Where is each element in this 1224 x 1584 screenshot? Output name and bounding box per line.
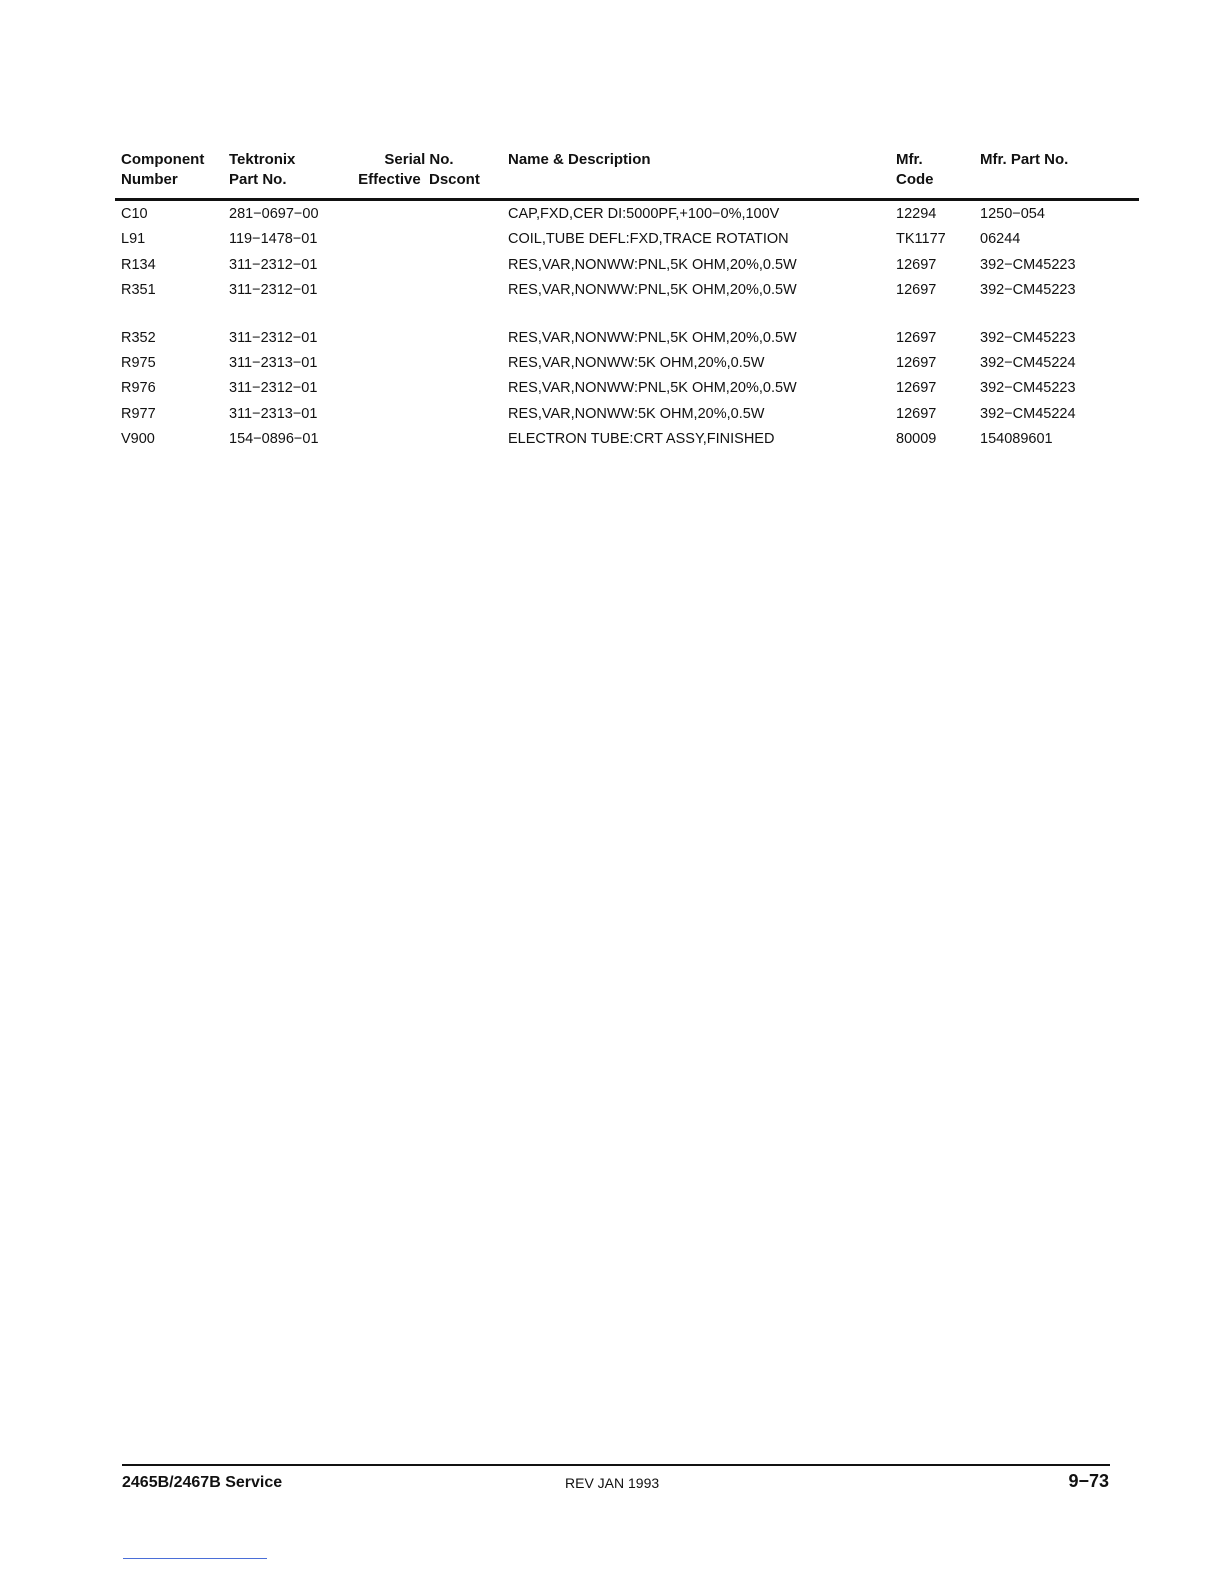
component-number: R975 [121, 355, 156, 371]
header-serial-line2: Effective Dscont [358, 171, 480, 188]
name-description: RES,VAR,NONWW:PNL,5K OHM,20%,0.5W [508, 380, 797, 396]
name-description: CAP,FXD,CER DI:5000PF,+100−0%,100V [508, 206, 780, 222]
name-description: RES,VAR,NONWW:PNL,5K OHM,20%,0.5W [508, 330, 797, 346]
table-row [0, 254, 1224, 276]
footer-manual-title: 2465B/2467B Service [122, 1474, 283, 1491]
mfr-part-no: 06244 [980, 231, 1021, 247]
mfr-part-no: 392−CM45223 [980, 257, 1076, 273]
header-component-line2: Number [121, 171, 178, 188]
header-mfr-code-line1: Mfr. [896, 151, 923, 168]
name-description: COIL,TUBE DEFL:FXD,TRACE ROTATION [508, 231, 789, 247]
tektronix-part-no: 311−2312−01 [229, 282, 318, 298]
header-tektronix-line2: Part No. [229, 171, 287, 188]
mfr-code: 12697 [896, 355, 937, 371]
name-description: RES,VAR,NONWW:5K OHM,20%,0.5W [508, 355, 765, 371]
mfr-code: 12697 [896, 282, 937, 298]
name-description: RES,VAR,NONWW:5K OHM,20%,0.5W [508, 406, 765, 422]
table-row [0, 203, 1224, 225]
table-row [0, 377, 1224, 399]
mfr-code: 12697 [896, 406, 937, 422]
tektronix-part-no: 311−2312−01 [229, 257, 318, 273]
decorative-blue-line [123, 1558, 267, 1559]
mfr-part-no: 392−CM45223 [980, 380, 1076, 396]
mfr-part-no: 392−CM45223 [980, 330, 1076, 346]
mfr-code: 12294 [896, 206, 937, 222]
component-number: L91 [121, 231, 146, 247]
header-mfr-part-line1: Mfr. Part No. [980, 151, 1069, 168]
table-row [0, 279, 1224, 301]
component-number: R351 [121, 282, 156, 298]
header-mfr-code-line2: Code [896, 171, 934, 188]
tektronix-part-no: 311−2313−01 [229, 355, 318, 371]
mfr-part-no: 154089601 [980, 431, 1053, 447]
mfr-code: 12697 [896, 330, 937, 346]
tektronix-part-no: 119−1478−01 [229, 231, 318, 247]
component-number: R134 [121, 257, 156, 273]
mfr-part-no: 392−CM45224 [980, 355, 1076, 371]
table-row [0, 228, 1224, 250]
mfr-part-no: 392−CM45223 [980, 282, 1076, 298]
component-number: R976 [121, 380, 156, 396]
table-row [0, 428, 1224, 450]
mfr-code: 12697 [896, 380, 937, 396]
tektronix-part-no: 311−2312−01 [229, 330, 318, 346]
mfr-code: 80009 [896, 431, 937, 447]
name-description: RES,VAR,NONWW:PNL,5K OHM,20%,0.5W [508, 257, 797, 273]
table-row [0, 403, 1224, 425]
header-name-line1: Name & Description [508, 151, 651, 168]
footer-page-number: 9−73 [1068, 1471, 1109, 1491]
mfr-code: 12697 [896, 257, 937, 273]
component-number: R352 [121, 330, 156, 346]
footer-divider [122, 1464, 1110, 1466]
table-row [0, 352, 1224, 374]
tektronix-part-no: 311−2313−01 [229, 406, 318, 422]
parts-table [0, 0, 1224, 480]
header-tektronix-line1: Tektronix [229, 151, 296, 168]
footer-revision: REV JAN 1993 [565, 1475, 660, 1491]
header-component-line1: Component [121, 151, 205, 168]
component-number: C10 [121, 206, 148, 222]
header-serial-line1: Serial No. [384, 151, 454, 168]
table-row [0, 327, 1224, 349]
tektronix-part-no: 311−2312−01 [229, 380, 318, 396]
tektronix-part-no: 281−0697−00 [229, 206, 319, 222]
mfr-part-no: 1250−054 [980, 206, 1045, 222]
component-number: V900 [121, 431, 155, 447]
name-description: RES,VAR,NONWW:PNL,5K OHM,20%,0.5W [508, 282, 797, 298]
tektronix-part-no: 154−0896−01 [229, 431, 319, 447]
mfr-code: TK1177 [896, 231, 946, 247]
name-description: ELECTRON TUBE:CRT ASSY,FINISHED [508, 431, 775, 447]
mfr-part-no: 392−CM45224 [980, 406, 1076, 422]
component-number: R977 [121, 406, 156, 422]
